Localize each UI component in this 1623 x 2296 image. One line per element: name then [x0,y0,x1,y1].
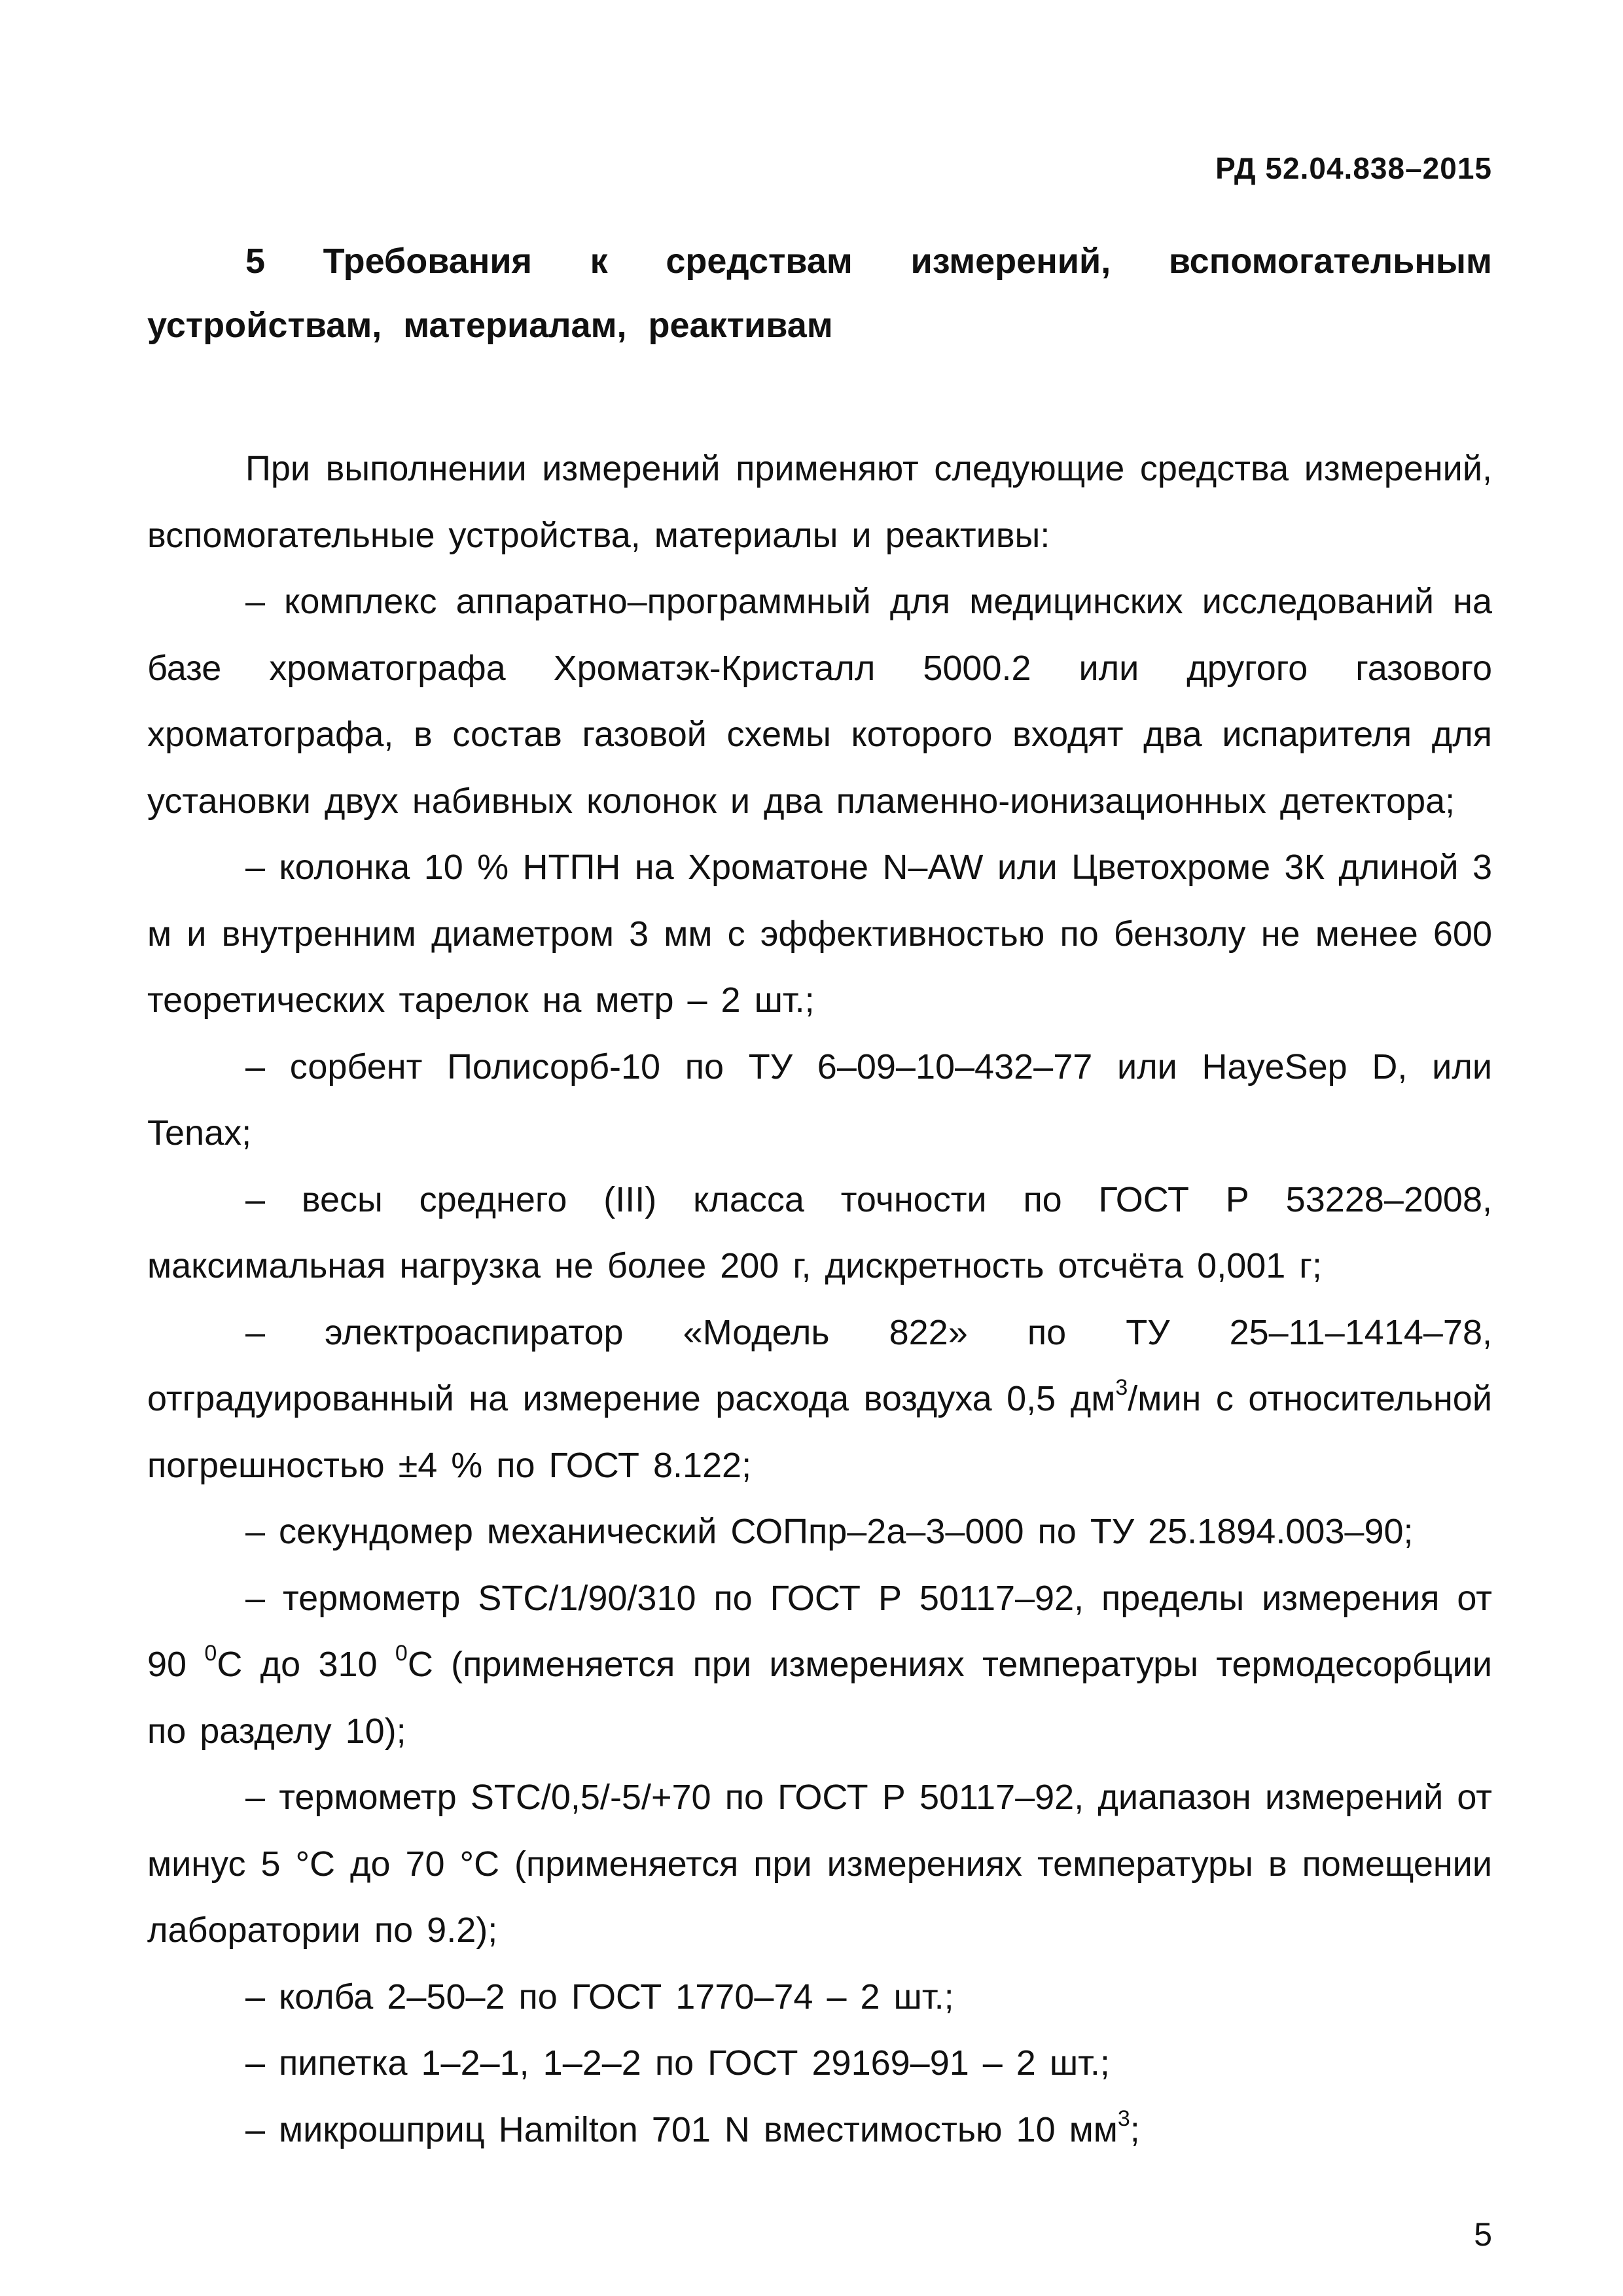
microsyringe-text-1: – микрошприц Hamilton 701 N вместимостью 10 мм [245,2109,1118,2149]
aspirator-superscript: 3 [1115,1375,1128,1400]
list-item-microsyringe [147,2097,1492,2164]
thermometer-1-superscript-2: 0 [395,1641,408,1666]
section-title: 5 Требования к средствам измерений, вспомогательным устройствам, материалам, реактивам [147,242,1492,345]
page-content [147,229,1492,2163]
thermometer-1-text-2: С до 310 [217,1645,395,1684]
microsyringe-text-2: ; [1130,2109,1140,2149]
microsyringe-superscript: 3 [1117,2106,1130,2131]
list-item-aspirator [147,1300,1492,1499]
page-number: 5 [1474,2216,1492,2253]
list-item-flask: – колба 2–50–2 по ГОСТ 1770–74 – 2 шт.; [245,1977,954,2017]
paragraph-intro: При выполнении измерений применяют следующие средства измерений, вспомогательные устройства, материалы и реактивы: [147,449,1492,555]
aspirator-text-2: /мин с относительной погрешностью ±4 % по ГОСТ 8.122; [147,1379,1492,1485]
aspirator-text-1: – электроаспиратор «Модель 822» по ТУ 25–11–1414–78, отградуированный на измерение расхода воздуха 0,5 дм [147,1312,1492,1418]
list-item-thermometer-2: – термометр STC/0,5/-5/+70 по ГОСТ Р 50117–92, диапазон измерений от минус 5 °С до 70 °С (применяется при измерениях температуры в помещении лаборатории по 9.2); [147,1778,1492,1950]
list-item-column: – колонка 10 % НТПН на Хроматоне N–AW или Цветохроме 3К длиной 3 м и внутренним диаметром 3 мм с эффективностью по бензолу не менее 600 теоретических тарелок на метр – 2 шт.; [147,848,1492,1020]
thermometer-1-superscript-1: 0 [204,1641,217,1666]
list-item-thermometer-1 [147,1566,1492,1765]
thermometer-1-text-3: С (применяется при измерениях температуры термодесорбции по разделу 10); [147,1645,1492,1751]
thermometer-1-text-1: – термометр STC/1/90/310 по ГОСТ Р 50117–92, пределы измерения от 90 [147,1578,1492,1684]
list-item-chromatograph: – комплекс аппаратно–программный для медицинских исследований на базе хроматографа Хроматэк-Кристалл 5000.2 или другого газового хроматографа, в состав газовой схемы которого входят два испарителя для установки двух набивных колонок и два пламенно-ионизационных детектора; [147,582,1492,821]
list-item-pipette: – пипетка 1–2–1, 1–2–2 по ГОСТ 29169–91 – 2 шт.; [245,2043,1110,2083]
list-item-sorbent: – сорбент Полисорб-10 по ТУ 6–09–10–432–77 или HayeSep D, или Tenax; [147,1047,1492,1153]
list-item-scales: – весы среднего (III) класса точности по ГОСТ Р 53228–2008, максимальная нагрузка не более 200 г, дискретность отсчёта 0,001 г; [147,1179,1492,1285]
list-item-stopwatch: – секундомер механический СОПпр–2а–3–000 по ТУ 25.1894.003–90; [245,1512,1414,1551]
document-code: РД 52.04.838–2015 [1215,151,1492,185]
